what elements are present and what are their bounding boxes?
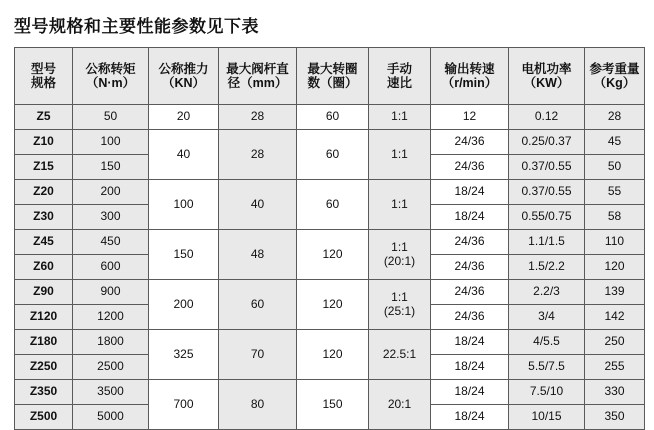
cell-motor-power: 1.5/2.2: [509, 255, 585, 280]
cell-weight: 250: [585, 330, 645, 355]
cell-weight: 58: [585, 205, 645, 230]
cell-max-turns: 120: [297, 330, 369, 380]
cell-weight: 350: [585, 405, 645, 430]
table-header-row: [15, 48, 645, 105]
column-header-line1: 公称推力: [158, 61, 209, 76]
table-row: [15, 330, 645, 355]
specification-table: [14, 47, 645, 430]
cell-thrust: 20: [149, 105, 219, 130]
column-header-line2: （Kg）: [593, 76, 636, 90]
column-header-line1: 电机功率: [521, 61, 572, 76]
cell-model: Z350: [15, 380, 73, 405]
cell-max-turns: 120: [297, 280, 369, 330]
column-header-1: [73, 48, 149, 105]
cell-weight: 255: [585, 355, 645, 380]
column-header-8: [585, 48, 645, 105]
cell-output-speed: 24/36: [431, 255, 509, 280]
column-header-4: [297, 48, 369, 105]
cell-stem-diameter: 28: [219, 130, 297, 180]
cell-motor-power: 0.37/0.55: [509, 155, 585, 180]
cell-torque: 200: [73, 180, 149, 205]
cell-manual-ratio: 20:1: [369, 380, 431, 430]
cell-stem-diameter: 40: [219, 180, 297, 230]
cell-motor-power: 4/5.5: [509, 330, 585, 355]
cell-weight: 45: [585, 130, 645, 155]
column-header-line1: 最大转圈: [307, 61, 358, 76]
cell-line2: (25:1): [383, 303, 416, 318]
cell-output-speed: 18/24: [431, 205, 509, 230]
cell-output-speed: 18/24: [431, 180, 509, 205]
cell-manual-ratio: 1:1: [369, 180, 431, 230]
table-row: [15, 105, 645, 130]
cell-output-speed: 18/24: [431, 355, 509, 380]
cell-stem-diameter: 48: [219, 230, 297, 280]
cell-max-turns: 60: [297, 105, 369, 130]
column-header-line1: 参考重量: [589, 61, 640, 76]
table-row: [15, 130, 645, 155]
column-header-line1: 最大阀杆直: [226, 61, 289, 76]
cell-weight: 50: [585, 155, 645, 180]
column-header-line1: 手动: [386, 61, 412, 76]
cell-stem-diameter: 60: [219, 280, 297, 330]
table-row: [15, 180, 645, 205]
table-row: [15, 380, 645, 405]
cell-weight: 110: [585, 230, 645, 255]
cell-model: Z10: [15, 130, 73, 155]
column-header-6: [431, 48, 509, 105]
cell-model: Z120: [15, 305, 73, 330]
cell-stem-diameter: 80: [219, 380, 297, 430]
cell-thrust: 40: [149, 130, 219, 180]
cell-thrust: 325: [149, 330, 219, 380]
cell-torque: 450: [73, 230, 149, 255]
cell-max-turns: 150: [297, 380, 369, 430]
column-header-2: [149, 48, 219, 105]
cell-torque: 1800: [73, 330, 149, 355]
cell-weight: 139: [585, 280, 645, 305]
cell-model: Z30: [15, 205, 73, 230]
column-header-line2: （KW）: [523, 76, 570, 90]
cell-torque: 1200: [73, 305, 149, 330]
cell-weight: 55: [585, 180, 645, 205]
cell-model: Z500: [15, 405, 73, 430]
cell-max-turns: 60: [297, 180, 369, 230]
cell-model: Z250: [15, 355, 73, 380]
cell-output-speed: 24/36: [431, 130, 509, 155]
cell-motor-power: 0.25/0.37: [509, 130, 585, 155]
cell-thrust: 200: [149, 280, 219, 330]
cell-manual-ratio: [369, 280, 431, 330]
column-header-3: [219, 48, 297, 105]
column-header-line1: 输出转速: [444, 61, 495, 76]
cell-output-speed: 24/36: [431, 155, 509, 180]
column-header-line2: 规格: [30, 76, 56, 90]
cell-torque: 600: [73, 255, 149, 280]
cell-weight: 330: [585, 380, 645, 405]
column-header-line2: （KN）: [161, 76, 206, 90]
cell-weight: 142: [585, 305, 645, 330]
cell-output-speed: 24/36: [431, 230, 509, 255]
cell-torque: 150: [73, 155, 149, 180]
cell-manual-ratio: 22.5:1: [369, 330, 431, 380]
cell-model: Z180: [15, 330, 73, 355]
cell-manual-ratio: 1:1: [369, 130, 431, 180]
column-header-line2: 数（圈）: [307, 76, 358, 90]
cell-torque: 2500: [73, 355, 149, 380]
column-header-line1: 型号: [30, 61, 56, 76]
cell-motor-power: 7.5/10: [509, 380, 585, 405]
cell-manual-ratio: 1:1: [369, 105, 431, 130]
column-header-line2: （N·m）: [85, 76, 136, 90]
cell-torque: 3500: [73, 380, 149, 405]
cell-model: Z20: [15, 180, 73, 205]
column-header-line2: 速比: [386, 76, 412, 90]
cell-motor-power: 3/4: [509, 305, 585, 330]
table-row: [15, 230, 645, 255]
column-header-7: [509, 48, 585, 105]
cell-model: Z15: [15, 155, 73, 180]
cell-torque: 900: [73, 280, 149, 305]
page-title: 型号规格和主要性能参数见下表: [14, 17, 259, 36]
cell-output-speed: 24/36: [431, 280, 509, 305]
cell-torque: 5000: [73, 405, 149, 430]
cell-output-speed: 12: [431, 105, 509, 130]
cell-output-speed: 18/24: [431, 405, 509, 430]
cell-model: Z90: [15, 280, 73, 305]
cell-model: Z45: [15, 230, 73, 255]
column-header-5: [369, 48, 431, 105]
table-body: [15, 105, 645, 430]
cell-output-speed: 18/24: [431, 380, 509, 405]
cell-torque: 300: [73, 205, 149, 230]
cell-output-speed: 24/36: [431, 305, 509, 330]
cell-stem-diameter: 70: [219, 330, 297, 380]
cell-model: Z5: [15, 105, 73, 130]
cell-manual-ratio: [369, 230, 431, 280]
cell-motor-power: 0.12: [509, 105, 585, 130]
column-header-0: [15, 48, 73, 105]
cell-thrust: 150: [149, 230, 219, 280]
column-header-line2: 径（mm）: [227, 76, 288, 90]
table-header: [15, 48, 645, 105]
cell-max-turns: 120: [297, 230, 369, 280]
cell-motor-power: 0.37/0.55: [509, 180, 585, 205]
cell-motor-power: 10/15: [509, 405, 585, 430]
cell-model: Z60: [15, 255, 73, 280]
column-header-line2: （r/min）: [441, 76, 498, 90]
cell-weight: 120: [585, 255, 645, 280]
cell-motor-power: 2.2/3: [509, 280, 585, 305]
cell-line2: (20:1): [383, 253, 416, 268]
cell-line1: 1:1: [391, 289, 408, 304]
cell-torque: 100: [73, 130, 149, 155]
cell-motor-power: 5.5/7.5: [509, 355, 585, 380]
cell-thrust: 700: [149, 380, 219, 430]
cell-output-speed: 18/24: [431, 330, 509, 355]
column-header-line1: 公称转矩: [85, 61, 136, 76]
cell-motor-power: 0.55/0.75: [509, 205, 585, 230]
cell-max-turns: 60: [297, 130, 369, 180]
cell-line1: 1:1: [391, 239, 408, 254]
cell-motor-power: 1.1/1.5: [509, 230, 585, 255]
cell-thrust: 100: [149, 180, 219, 230]
table-row: [15, 280, 645, 305]
cell-torque: 50: [73, 105, 149, 130]
cell-weight: 28: [585, 105, 645, 130]
cell-stem-diameter: 28: [219, 105, 297, 130]
